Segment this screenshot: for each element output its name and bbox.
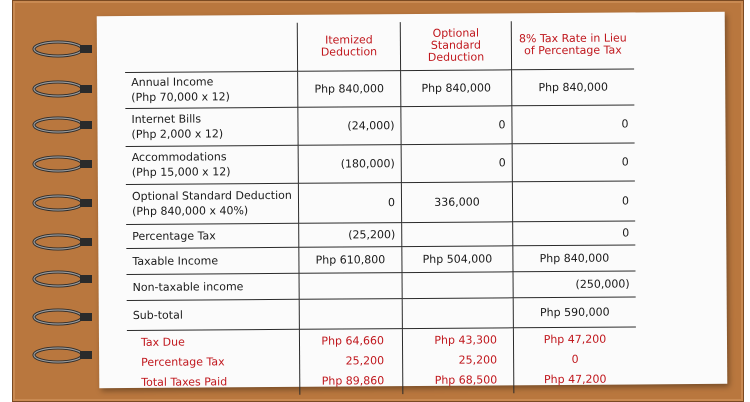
label-line-2: (Php 70,000 x 12) [131, 90, 230, 104]
cell-itemized: Php 610,800 [299, 246, 402, 273]
table-row [126, 142, 635, 184]
summary-label-total-taxes-paid: Total Taxes Paid [141, 375, 228, 390]
label-line-2: (Php 15,000 x 12) [131, 165, 231, 179]
row-label: Non-taxable income [127, 273, 300, 300]
tax-comparison-table [125, 20, 637, 396]
summary-osd-total: Php 68,500 [434, 373, 498, 388]
spiral-ring-icon [28, 192, 94, 214]
row-label [125, 71, 298, 108]
summary-osd-tax-due: Php 43,300 [434, 333, 498, 348]
cell-itemized: (24,000) [298, 106, 401, 145]
spiral-ring-icon [28, 268, 94, 290]
cell-eight: Php 840,000 [513, 244, 636, 271]
label-line-1: Internet Bills [131, 112, 202, 126]
cell-osd: 336,000 [401, 181, 512, 222]
cell-eight: Php 840,000 [512, 68, 635, 105]
spiral-ring-icon [28, 231, 94, 253]
cell-osd [402, 297, 513, 328]
label-line-2: (Php 840,000 x 40%) [132, 204, 249, 218]
summary-eight-total: Php 47,200 [543, 372, 607, 387]
cell-itemized: 0 [298, 182, 401, 223]
summary-itemized-total: Php 89,860 [321, 374, 385, 388]
table-row [126, 244, 635, 274]
cell-eight: Php 590,000 [513, 296, 636, 327]
summary-label-percentage-tax: Percentage Tax [141, 355, 225, 370]
cell-eight: 0 [513, 220, 636, 245]
cell-itemized [299, 298, 402, 329]
row-label: Taxable Income [126, 247, 299, 274]
spiral-binding [0, 0, 100, 400]
label-line-1: Optional Standard Deduction [131, 188, 292, 203]
spiral-ring-icon [28, 153, 94, 175]
header-eight-percent-tax: 8% Tax Rate in Lieu of Percentage Tax [511, 20, 634, 69]
summary-row [127, 326, 636, 396]
cell-osd: Php 840,000 [401, 69, 512, 106]
row-label [125, 107, 298, 146]
label-line-1: Annual Income [131, 75, 214, 89]
row-label [126, 183, 299, 224]
summary-itemized-tax-due: Php 64,660 [321, 334, 385, 348]
cell-osd: 0 [401, 143, 512, 182]
notebook-page [97, 12, 728, 388]
table-row [127, 296, 636, 330]
table-header-row [125, 20, 634, 72]
spiral-ring-icon [28, 306, 94, 328]
summary-osd-percentage-tax: 25,200 [458, 353, 498, 367]
summary-itemized-percentage-tax: 25,200 [345, 354, 385, 368]
cell-osd [402, 271, 513, 298]
table-row [127, 270, 636, 300]
spiral-ring-icon [28, 78, 94, 100]
cell-osd [402, 221, 513, 246]
summary-labels [127, 329, 300, 396]
row-label: Sub-total [127, 299, 300, 330]
cell-itemized: (180,000) [298, 144, 401, 183]
cell-osd: Php 504,000 [402, 245, 513, 272]
spiral-ring-icon [28, 38, 94, 60]
cell-itemized: Php 840,000 [298, 70, 401, 107]
header-blank [125, 23, 298, 72]
cell-itemized [299, 272, 402, 299]
summary-eight [513, 326, 636, 393]
summary-osd [402, 327, 513, 394]
label-line-1: Accommodations [131, 150, 227, 164]
cell-eight: 0 [512, 180, 635, 221]
row-label: Percentage Tax [126, 223, 299, 248]
header-optional-standard-deduction: Optional Standard Deduction [400, 21, 511, 70]
table-row [126, 220, 635, 248]
table-row [126, 180, 635, 224]
summary-eight-tax-due: Php 47,200 [543, 332, 607, 347]
cell-eight: (250,000) [513, 270, 636, 297]
cell-itemized: (25,200) [299, 222, 402, 247]
table-row [125, 104, 634, 146]
spiral-ring-icon [28, 344, 94, 366]
summary-eight-percentage-tax: 0 [571, 353, 579, 367]
table-row [125, 68, 634, 108]
summary-itemized [299, 328, 402, 395]
summary-label-tax-due: Tax Due [140, 335, 185, 350]
cell-osd: 0 [401, 105, 512, 144]
cell-eight: 0 [512, 142, 635, 181]
label-line-2: (Php 2,000 x 12) [131, 127, 224, 141]
header-itemized-deduction: Itemized Deduction [297, 22, 400, 71]
spiral-ring-icon [28, 114, 94, 136]
cell-eight: 0 [512, 104, 635, 143]
row-label [126, 145, 299, 184]
